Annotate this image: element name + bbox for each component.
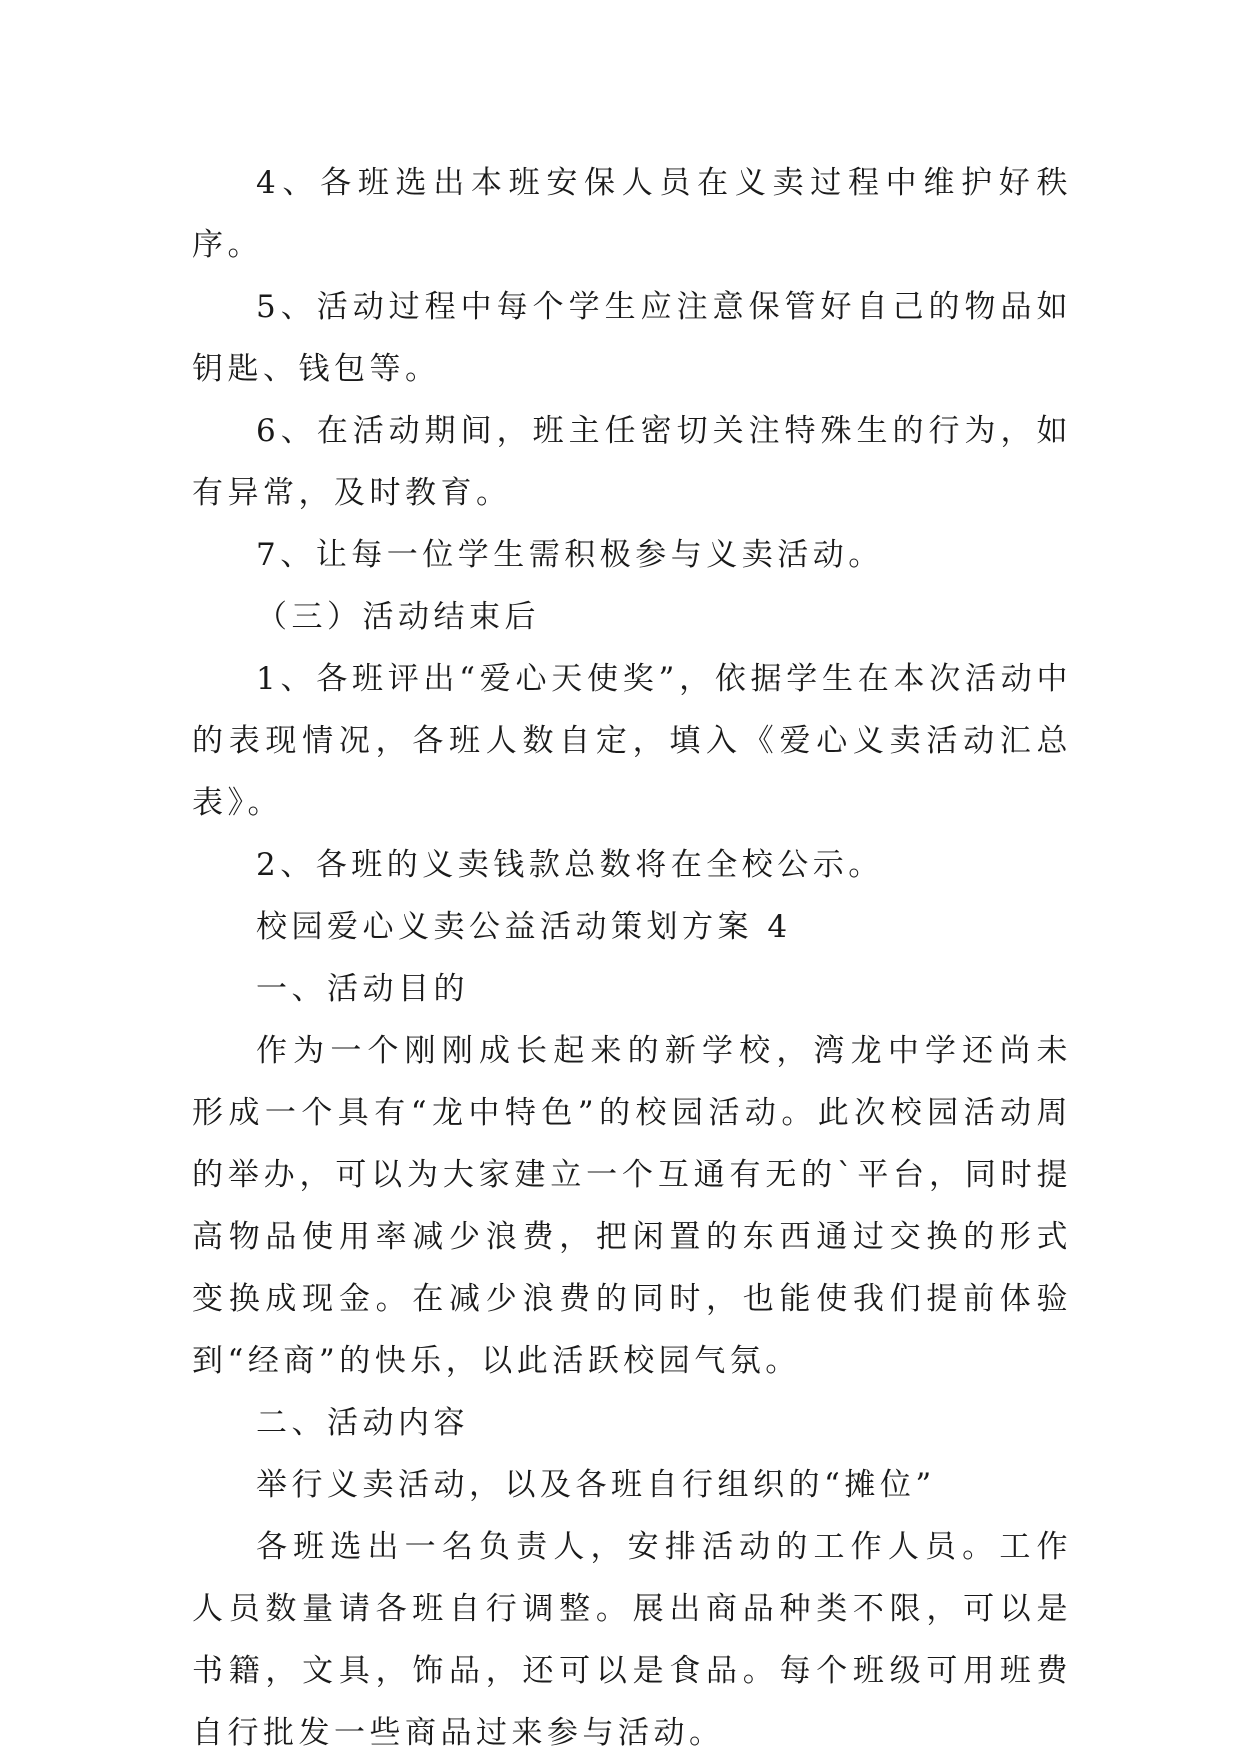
paragraph-item-6-teacher-attention: 6、在活动期间，班主任密切关注特殊生的行为，如有异常，及时教育。 (192, 413, 1072, 511)
paragraph-content-intro: 举行义卖活动，以及各班自行组织的“摊位” (256, 1467, 936, 1503)
paragraph-item-7-participation: 7、让每一位学生需积极参与义卖活动。 (256, 537, 884, 573)
paragraph-item-2-publicity: 2、各班的义卖钱款总数将在全校公示。 (256, 847, 884, 883)
paragraph-item-4-security: 4、各班选出本班安保人员在义卖过程中维护好秩序。 (192, 165, 1072, 263)
plan-title: 校园爱心义卖公益活动策划方案 4 (256, 909, 792, 945)
paragraph-content-details: 各班选出一名负责人，安排活动的工作人员。工作人员数量请各班自行调整。展出商品种类不限，可以是书籍，文具，饰品，还可以是食品。每个班级可用班费自行批发一些商品过来参与活动。 (192, 1529, 1072, 1751)
paragraph-purpose: 作为一个刚刚成长起来的新学校，湾龙中学还尚未形成一个具有“龙中特色”的校园活动。此次校园活动周的举办，可以为大家建立一个互通有无的`平台，同时提高物品使用率减少浪费，把闲置的东西通过交换的形式变换成现金。在减少浪费的同时，也能使我们提前体验到“经商”的快乐，以此活跃校园气氛。 (192, 1033, 1072, 1379)
paragraph-item-1-award: 1、各班评出“爱心天使奖”，依据学生在本次活动中的表现情况，各班人数自定，填入《爱心义卖活动汇总表》。 (192, 661, 1072, 821)
paragraph-item-5-belongings: 5、活动过程中每个学生应注意保管好自己的物品如钥匙、钱包等。 (192, 289, 1072, 387)
section-heading-purpose: 一、活动目的 (256, 971, 469, 1007)
document-body (192, 152, 1072, 1764)
section-heading-after-activity: （三）活动结束后 (256, 599, 540, 635)
section-heading-content: 二、活动内容 (256, 1405, 469, 1441)
